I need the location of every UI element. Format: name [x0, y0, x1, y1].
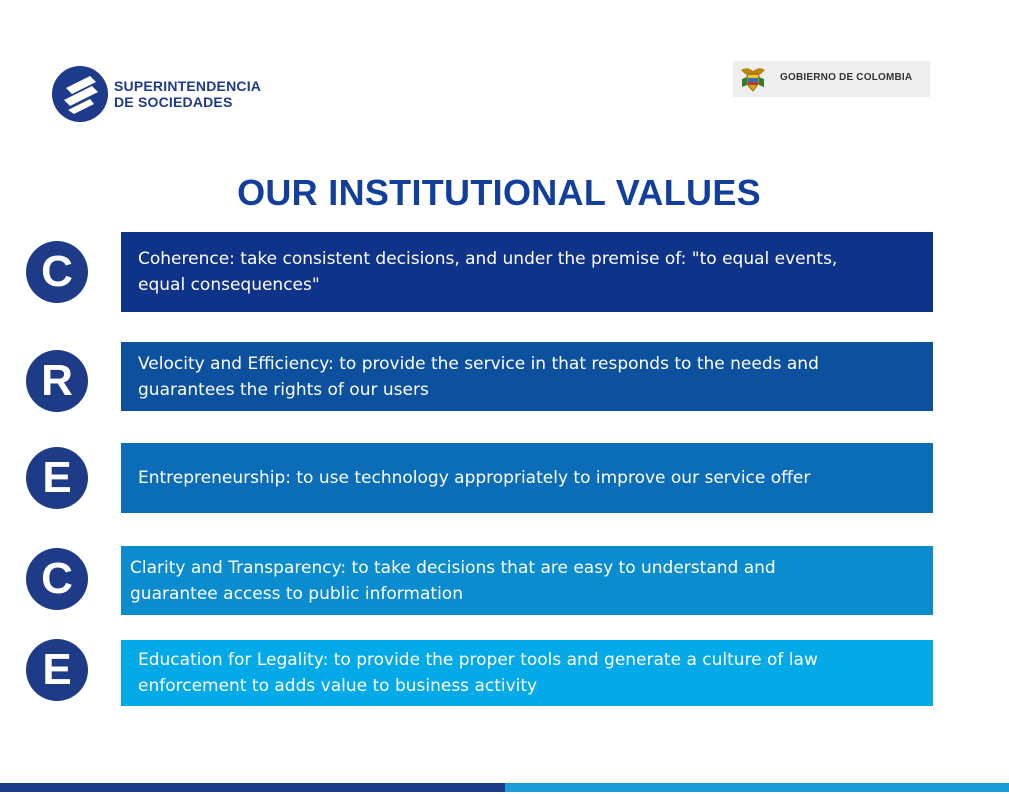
value-text-entrepreneurship: Entrepreneurship: to use technology appropriately to improve our service offer — [138, 468, 811, 488]
superintendencia-logo — [52, 66, 292, 124]
gobierno-de-colombia-badge — [733, 61, 930, 97]
value-box-coherence — [121, 232, 933, 312]
value-text-education: Education for Legality: to provide the proper tools and generate a culture of law enforcement to adds value to business activity — [138, 650, 818, 696]
org-name-line1: SUPERINTENDENCIA — [114, 78, 262, 94]
value-letter-c1: C — [26, 241, 88, 303]
superintendencia-logo-icon — [52, 66, 108, 122]
org-name-line2: DE SOCIEDADES — [114, 94, 233, 110]
page-title: OUR INSTITUTIONAL VALUES — [237, 172, 761, 213]
value-box-clarity — [121, 546, 933, 615]
value-box-entrepreneurship — [121, 443, 933, 513]
value-box-velocity — [121, 342, 933, 411]
footer-bar-light — [505, 783, 1009, 792]
footer-bar-dark — [0, 783, 505, 792]
value-letter-e1: E — [26, 447, 88, 509]
org-name — [114, 78, 261, 110]
value-text-coherence: Coherence: take consistent decisions, and under the premise of: "to equal events, equal consequences" — [138, 249, 838, 295]
value-letter-c2: C — [26, 548, 88, 610]
value-text-clarity: Clarity and Transparency: to take decisions that are easy to understand and guarantee access to public information — [130, 557, 776, 604]
gov-label: GOBIERNO DE COLOMBIA — [780, 72, 913, 83]
value-text-velocity: Velocity and Efficiency: to provide the service in that responds to the needs and guarantees the rights of our users — [138, 353, 819, 400]
colombia-coat-of-arms-icon — [739, 65, 767, 93]
value-letter-e2: E — [26, 639, 88, 701]
value-box-education — [121, 640, 933, 706]
value-letter-r: R — [26, 350, 88, 412]
